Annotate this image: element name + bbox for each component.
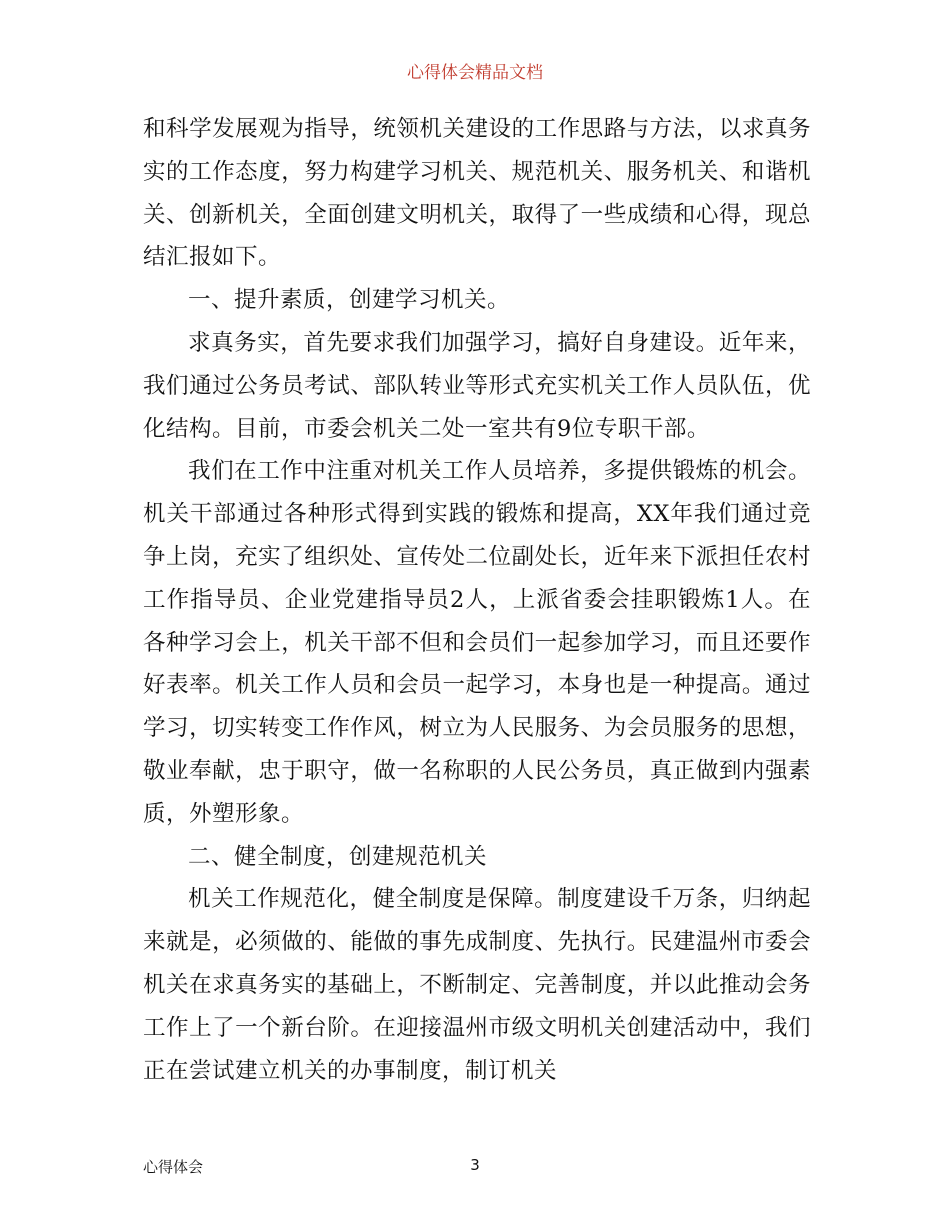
document-body [143,108,811,1092]
paragraph-intro: 和科学发展观为指导，统领机关建设的工作思路与方法，以求真务实的工作态度，努力构建学习机关、规范机关、服务机关、和谐机关、创新机关，全面创建文明机关，取得了一些成绩和心得，现总结汇报如下。 [143,116,811,271]
page-header-title: 心得体会精品文档 [407,63,543,83]
paragraph-study: 求真务实，首先要求我们加强学习，搞好自身建设。近年来，我们通过公务员考试、部队转业等形式充实机关工作人员队伍，优化结构。目前，市委会机关二处一室共有9位专职干部。 [143,329,811,442]
paragraph-rules: 机关工作规范化，健全制度是保障。制度建设千万条，归纳起来就是，必须做的、能做的事先成制度、先执行。民建温州市委会机关在求真务实的基础上，不断制定、完善制度，并以此推动会务工作上了一个新台阶。在迎接温州市级文明机关创建活动中，我们正在尝试建立机关的办事制度，制订机关 [143,886,811,1084]
section-heading-2: 二、健全制度，创建规范机关 [188,843,488,870]
section-heading-1: 一、提升素质，创建学习机关。 [188,287,511,314]
footer-label: 心得体会 [143,1158,204,1176]
page-number: 3 [470,1156,480,1174]
paragraph-training: 我们在工作中注重对机关工作人员培养，多提供锻炼的机会。机关干部通过各种形式得到实践的锻炼和提高，XX年我们通过竞争上岗，充实了组织处、宣传处二位副处长，近年来下派担任农村工作指导员、企业党建指导员2人，上派省委会挂职锻炼1人。在各种学习会上，机关干部不但和会员们一起参加学习，而且还要作好表率。机关工作人员和会员一起学习，本身也是一种提高。通过学习，切实转变工作作风，树立为人民服务、为会员服务的思想，敬业奉献，忠于职守，做一名称职的人民公务员，真正做到内强素质，外塑形象。 [143,458,811,827]
